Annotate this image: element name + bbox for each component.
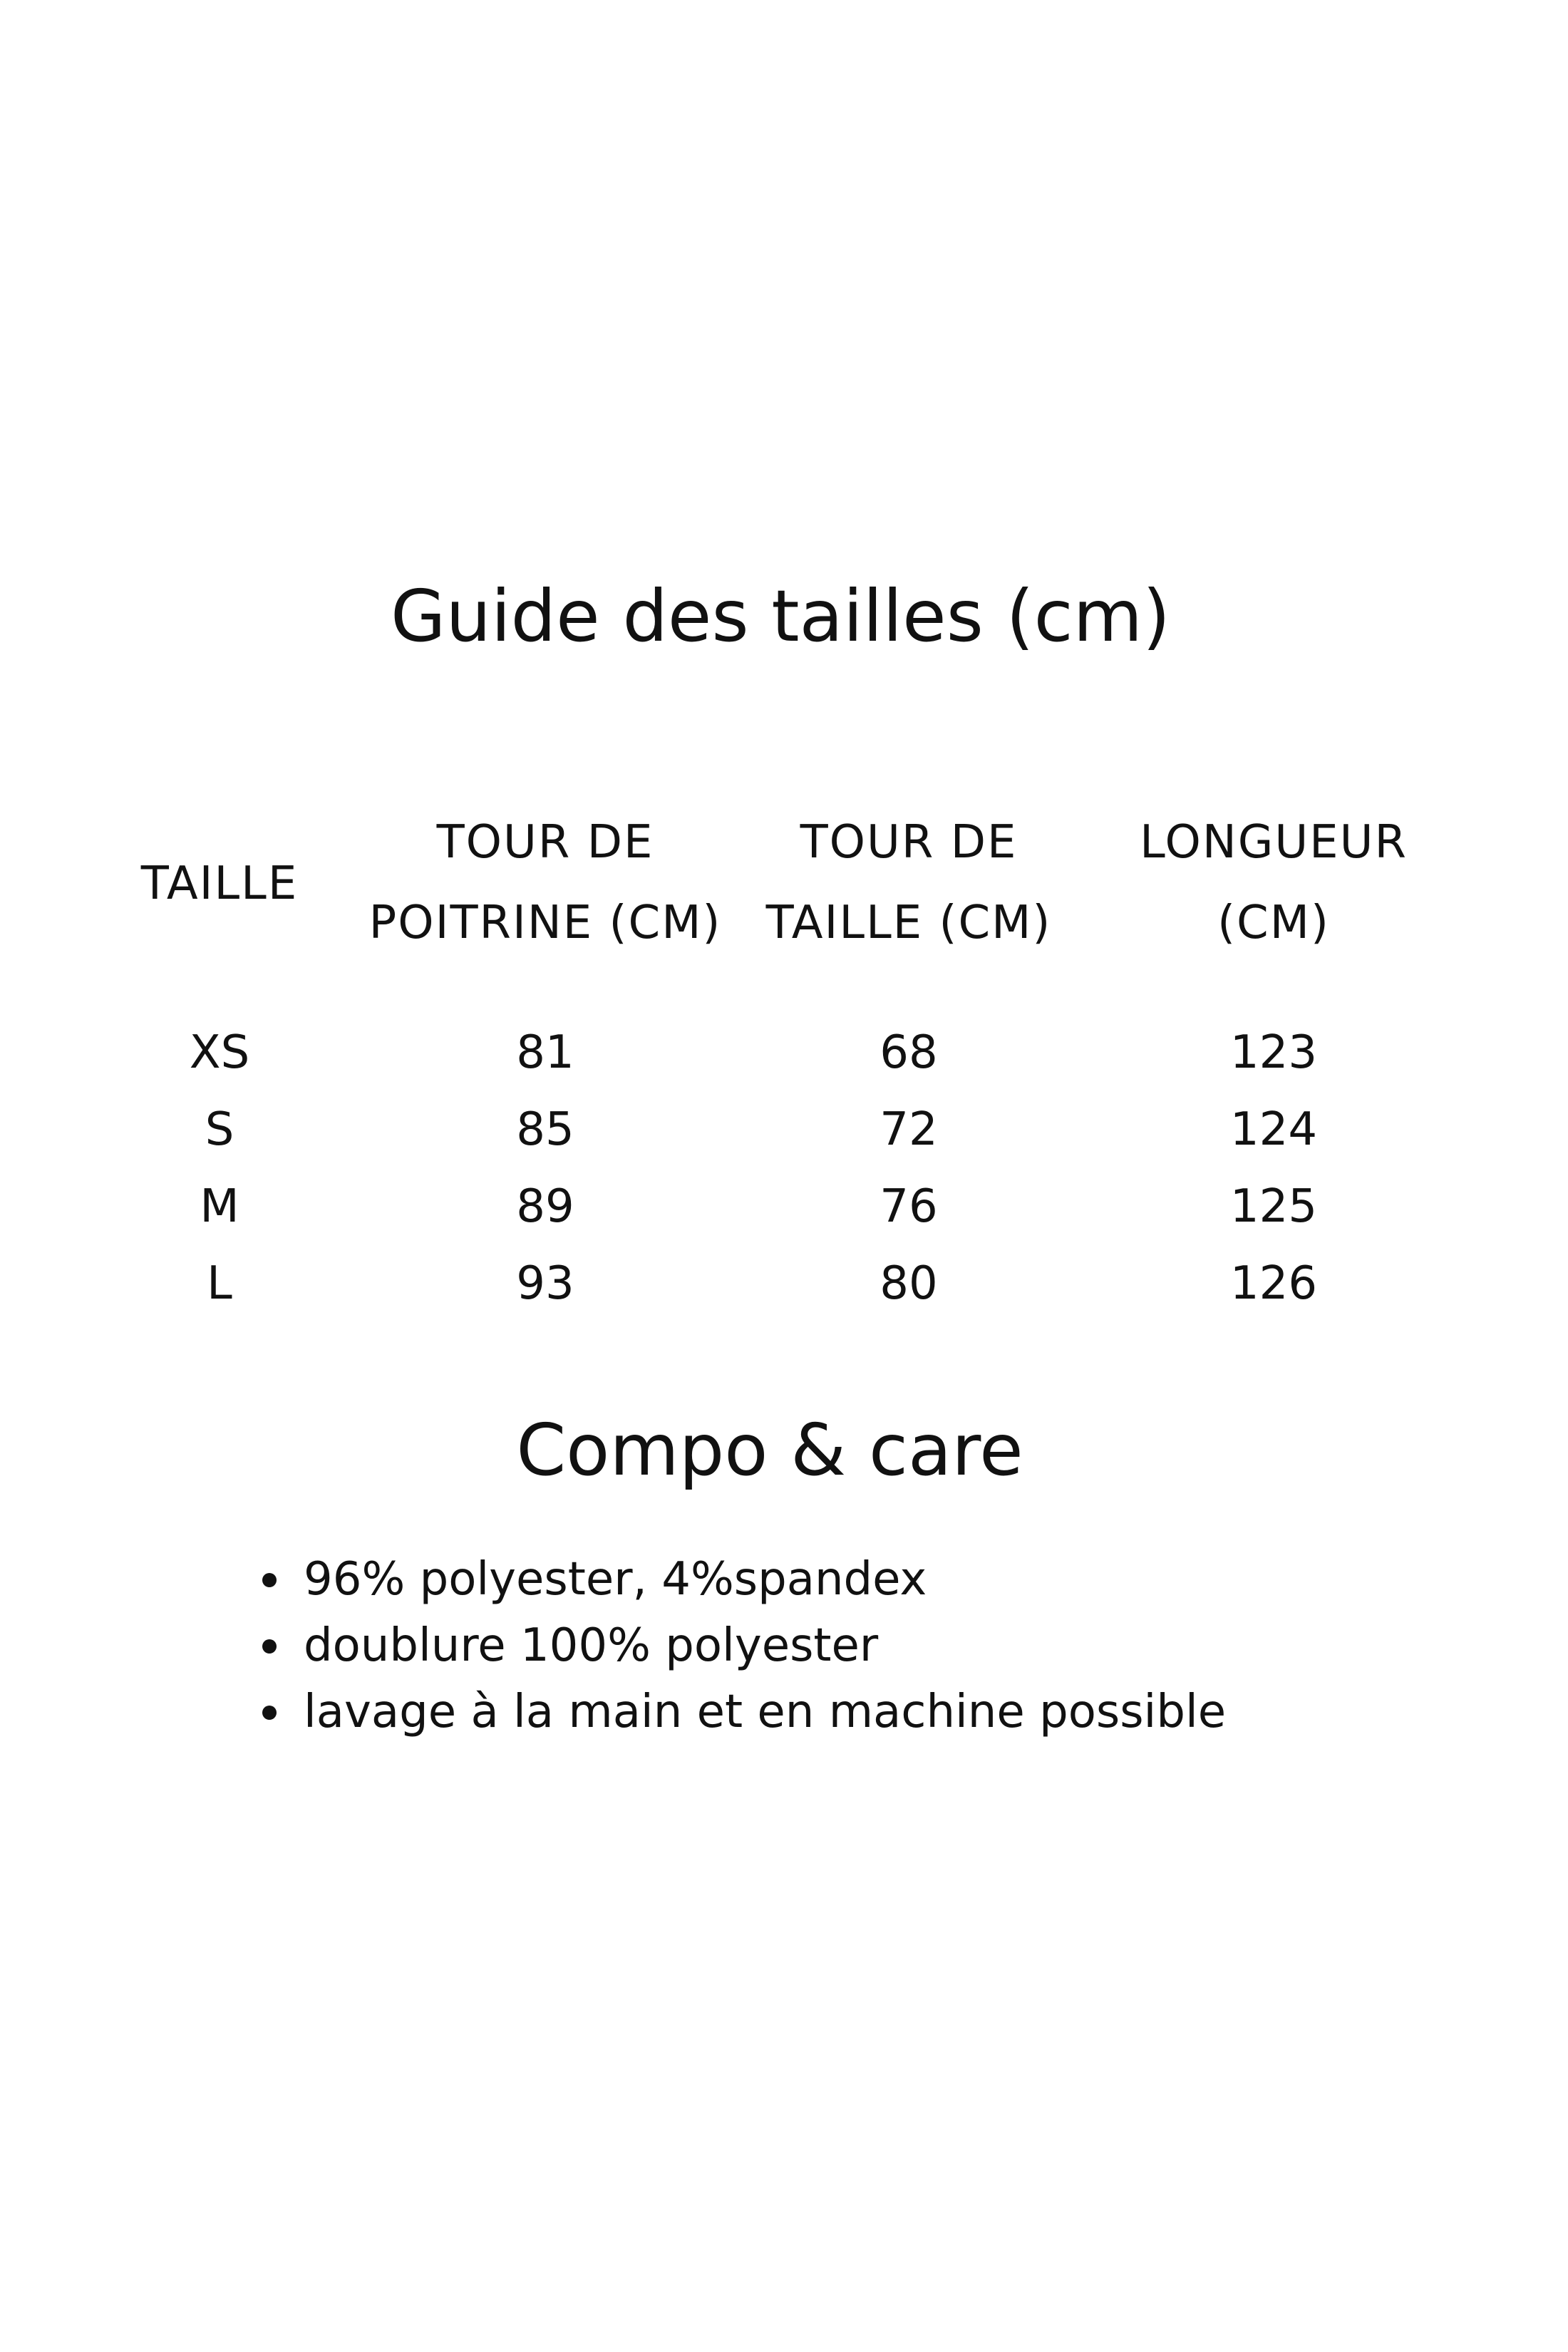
care-list — [262, 1547, 1226, 1745]
page-title: Guide des tailles (cm) — [391, 574, 1170, 658]
table-cell-taille: M — [200, 1180, 239, 1233]
table-cell-taille-cm: 76 — [880, 1180, 938, 1233]
header-taille-line-1: TAILLE — [140, 857, 299, 910]
header-taille-cm-line-2: TAILLE (CM) — [765, 897, 1052, 949]
table-cell-poitrine: 93 — [516, 1257, 574, 1310]
bullet-icon — [262, 1706, 277, 1720]
header-longueur-line-1: LONGUEUR — [1140, 816, 1408, 869]
care-item-text: doublure 100% polyester — [304, 1619, 879, 1672]
table-cell-poitrine: 89 — [516, 1180, 574, 1233]
table-cell-longueur: 123 — [1229, 1026, 1318, 1079]
care-item — [262, 1613, 1226, 1679]
table-cell-taille: L — [207, 1257, 232, 1310]
table-cell-taille: XS — [189, 1026, 250, 1079]
table-cell-taille: S — [205, 1103, 234, 1156]
table-cell-taille-cm: 72 — [880, 1103, 938, 1156]
care-item-text: 96% polyester, 4%spandex — [304, 1553, 927, 1606]
care-item — [262, 1547, 1226, 1613]
table-cell-poitrine: 85 — [516, 1103, 574, 1156]
care-item — [262, 1679, 1226, 1745]
table-cell-longueur: 126 — [1229, 1257, 1318, 1310]
header-longueur-line-2: (CM) — [1217, 897, 1330, 949]
table-cell-poitrine: 81 — [516, 1026, 574, 1079]
care-item-text: lavage à la main et en machine possible — [304, 1686, 1227, 1738]
bullet-icon — [262, 1639, 277, 1654]
bullet-icon — [262, 1573, 277, 1587]
care-title: Compo & care — [516, 1408, 1023, 1492]
table-cell-longueur: 125 — [1229, 1180, 1318, 1233]
table-cell-taille-cm: 68 — [880, 1026, 938, 1079]
table-cell-taille-cm: 80 — [880, 1257, 938, 1310]
header-taille-cm-line-1: TOUR DE — [800, 816, 1018, 869]
table-cell-longueur: 124 — [1229, 1103, 1318, 1156]
header-poitrine-line-2: POITRINE (CM) — [368, 897, 722, 949]
header-poitrine-line-1: TOUR DE — [436, 816, 654, 869]
